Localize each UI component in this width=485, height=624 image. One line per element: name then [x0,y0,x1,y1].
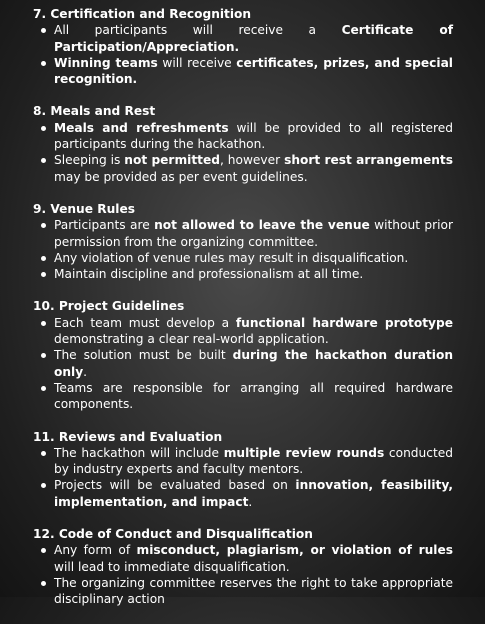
body-text: may be provided as per event guidelines. [54,169,308,184]
bullet-list [33,217,453,282]
bold-text: Winning teams [54,55,158,70]
section-heading: 10. Project Guidelines [33,299,185,314]
section-heading: 9. Venue Rules [33,201,136,216]
bold-text: not permitted [124,153,220,168]
bullet-item [33,315,453,348]
bullet-item [33,575,453,608]
bold-text: Meals and refreshments [54,120,229,135]
body-text: The hackathon will include [54,445,224,460]
body-text: demonstrating a clear real-world application. [54,332,329,347]
body-text: Sleeping is [54,153,125,168]
section-heading: 8. Meals and Rest [33,104,156,119]
body-text: conducted by industry experts and faculty mentors. [54,445,453,477]
body-text: . [83,364,88,379]
body-text: The solution must be built [54,348,233,363]
bullet-item [33,542,453,575]
rules-section [33,298,453,412]
body-text: will be provided to all registered participants during the hackathon. [54,120,453,152]
bullet-list [33,315,453,413]
rules-section [33,6,453,87]
body-text: Maintain discipline and professionalism at all time. [54,267,364,282]
bullet-item [33,266,453,282]
bullet-list [33,120,453,185]
body-text: will receive [157,55,237,70]
bold-text: short rest arrangements [284,153,453,168]
section-heading: 7. Certification and Recognition [33,7,252,21]
bullet-list [33,22,453,87]
body-text: Participants are [54,218,155,233]
bullet-item [33,217,453,250]
bullet-list [33,445,453,510]
bullet-item [33,347,453,380]
bold-text: certificates, prizes, and special recognition. [54,55,453,87]
body-text: , however [219,153,285,168]
bullet-list [33,542,453,607]
body-text: The organizing committee reserves the right to take appropriate disciplinary action [54,575,453,607]
body-text: Teams are responsible for arranging all required hardware components. [54,380,453,412]
bullet-item [33,445,453,478]
body-text: will lead to immediate disqualification. [54,559,290,574]
bold-text: functional hardware prototype [235,315,453,330]
bullet-item [33,477,453,510]
bold-text: multiple review rounds [223,445,385,460]
body-text: without prior permission from the organizing committee. [54,218,453,249]
bold-text: misconduct, plagiarism, or violation of rules [136,543,453,558]
bullet-item [33,152,453,185]
bold-text: during the hackathon duration only [54,348,453,379]
rules-section [33,201,453,282]
body-text: Any violation of venue rules may result in disqualification. [54,250,409,265]
bullet-item [33,22,453,55]
bullet-item [33,250,453,266]
body-text: Each team must develop a [54,315,236,330]
rules-section [33,103,453,184]
bullet-item [33,120,453,153]
bullet-item [33,55,453,88]
bold-text: Certificate of Participation/Appreciation. [54,23,454,54]
bold-text: innovation, feasibility, implementation, and impact [54,478,453,509]
bullet-item [33,380,453,413]
rules-section [33,526,453,607]
body-text: . [248,494,253,509]
section-heading: 12. Code of Conduct and Disqualification [33,527,313,542]
section-heading: 11. Reviews and Evaluation [33,429,223,444]
rules-document [33,6,453,624]
body-text: All participants will receive a [54,23,342,38]
body-text: Any form of [54,543,137,558]
bold-text: not allowed to leave the venue [154,218,370,233]
body-text: Projects will be evaluated based on [54,478,296,493]
rules-section [33,429,453,510]
